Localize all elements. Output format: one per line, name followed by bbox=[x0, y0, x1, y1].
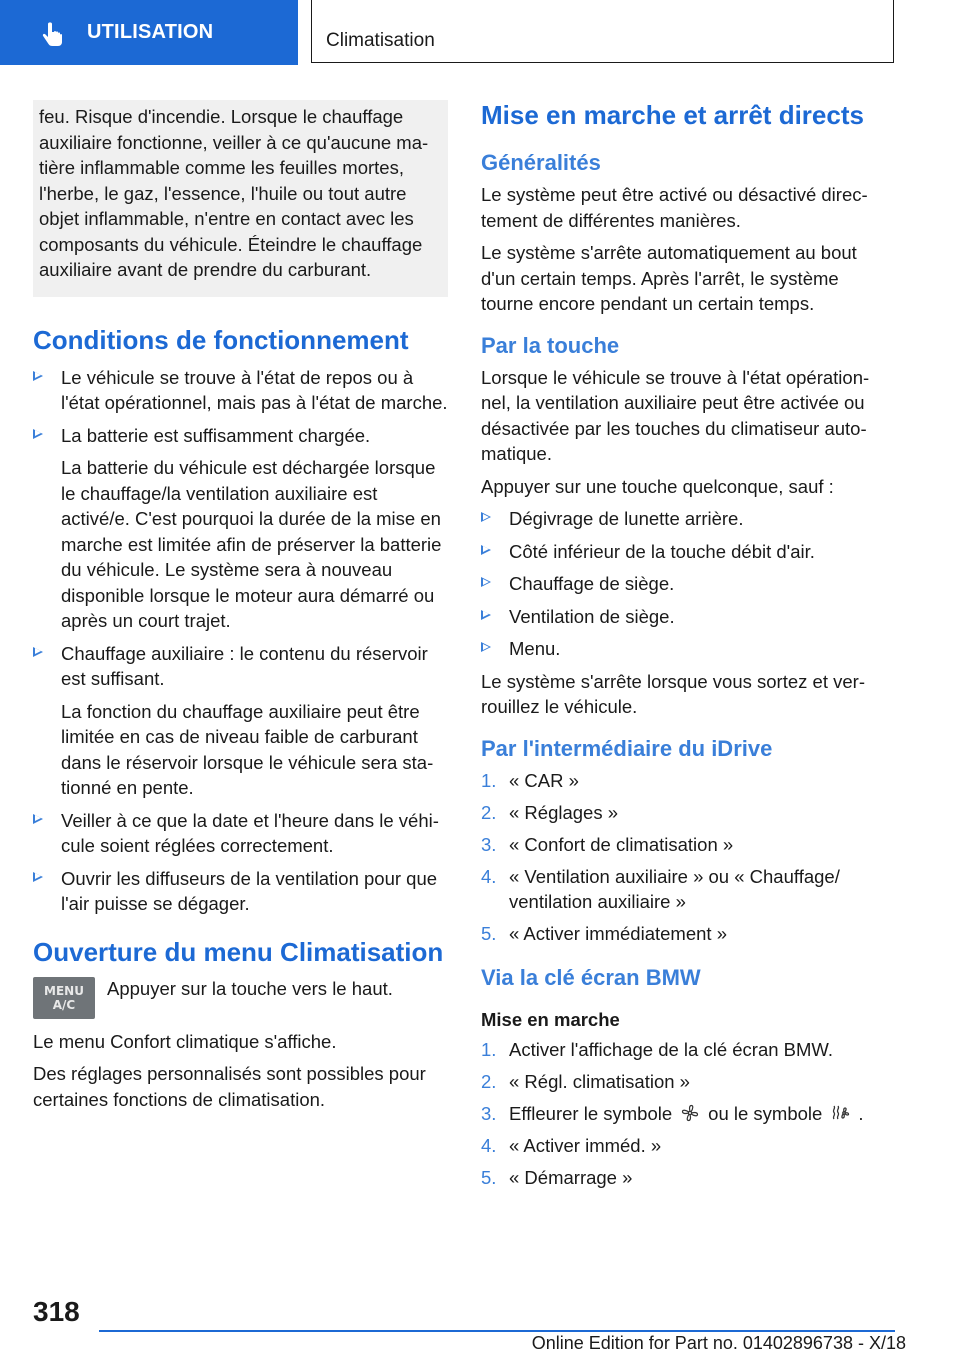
list-item: Ouvrir les diffuseurs de la ventilation pour que l'air puisse se dégager. bbox=[33, 866, 448, 917]
list-item: Le véhicule se trouve à l'état de repos ou à l'état opérationnel, mais pas à l'état de marche. bbox=[33, 365, 448, 416]
list-item: Veiller à ce que la date et l'heure dans le véhicule soient réglées correctement. bbox=[33, 808, 448, 859]
heating-ventilation-icon bbox=[830, 1103, 850, 1123]
page-number: 318 bbox=[33, 1296, 80, 1327]
left-column bbox=[33, 100, 448, 1119]
right-column bbox=[481, 98, 886, 1197]
list-item: Chauffage auxiliaire : le contenu du réservoir est suffisant. La fonction du chauffage auxiliaire peut être limitée en cas de niveau faible de carburant dans le réservoir lorsque le véhicule sera stationné en pente. bbox=[33, 641, 448, 801]
idrive-steps bbox=[481, 768, 886, 947]
list-item: 4. « Activer imméd. » bbox=[481, 1134, 662, 1156]
list-item: 5. « Démarrage » bbox=[481, 1166, 633, 1188]
list-item: 3. « Confort de climatisation » bbox=[481, 833, 734, 855]
paragraph: Le système s'arrête lorsque vous sortez et verrouillez le véhicule. bbox=[481, 670, 865, 717]
paragraph: Le menu Confort climatique s'affiche. bbox=[33, 1030, 337, 1052]
button-heading: Par la touche bbox=[481, 332, 620, 358]
list-item: 2. « Régl. climatisation » bbox=[481, 1070, 690, 1092]
hand-pointer-icon bbox=[38, 20, 68, 50]
list-item: 3. Effleurer le symbole ou le symbole . bbox=[481, 1102, 864, 1124]
list-item: Chauffage de siège. bbox=[481, 571, 886, 597]
key-steps bbox=[481, 1037, 886, 1191]
triangle-bullet-icon bbox=[481, 642, 491, 652]
idrive-heading: Par l'intermédiaire du iDrive bbox=[481, 735, 773, 761]
list-item: 2. « Réglages » bbox=[481, 801, 619, 823]
triangle-bullet-icon bbox=[481, 610, 491, 620]
list-item-detail: La fonction du chauffage auxiliaire peut être limitée en cas de niveau faible de carburant dans le réservoir lorsque le véhicule sera stationné en pente. bbox=[61, 700, 434, 798]
list-item: 1. « CAR » bbox=[481, 769, 579, 791]
paragraph: Appuyer sur une touche quelconque, sauf : bbox=[481, 475, 834, 497]
triangle-bullet-icon bbox=[481, 577, 491, 587]
general-heading: Généralités bbox=[481, 150, 601, 175]
direct-switching-heading: Mise en marche et arrêt directs bbox=[481, 100, 864, 130]
menu-heading: Ouverture du menu Climatisation bbox=[33, 936, 444, 967]
list-item: Ventilation de siège. bbox=[481, 604, 886, 630]
switch-on-subheading: Mise en marche bbox=[481, 1008, 620, 1030]
triangle-bullet-icon bbox=[33, 647, 43, 657]
list-item: 4. « Ventilation auxiliaire » ou « Chauffage/ ventilation auxiliaire » bbox=[481, 865, 840, 912]
conditions-list bbox=[33, 365, 448, 917]
section-title: UTILISATION bbox=[87, 21, 214, 43]
triangle-bullet-icon bbox=[33, 429, 43, 439]
warning-box: feu. Risque d'incendie. Lorsque le chauffage auxiliaire fonctionne, veiller à ce qu'aucune matière inflammable comme les feuilles mortes, l'herbe, le gaz, l'essence, l'huile ou tout autre objet inflammable, n'entre en contact avec les composants du véhicule. Éteindre le chauffage auxiliaire avant de prendre du carburant. bbox=[33, 100, 448, 297]
list-item-detail: La batterie du véhicule est déchargée lorsque le chauffage/la ventilation auxiliaire est activé/e. C'est pourquoi la durée de la mise en marche est limitée afin de préserver la batterie du véhicule. Le système sera à nouveau disponible lorsque le moteur aura démarré ou après un court trajet. bbox=[61, 457, 442, 631]
menu-instruction: Appuyer sur la touche vers le haut. bbox=[107, 977, 393, 999]
list-item: 5. « Activer immédiatement » bbox=[481, 923, 727, 944]
triangle-bullet-icon bbox=[481, 545, 491, 555]
triangle-bullet-icon bbox=[33, 814, 43, 824]
conditions-heading: Conditions de fonctionnement bbox=[33, 324, 409, 355]
edition-note: Online Edition for Part no. 01402896738 - X/18 bbox=[531, 1333, 906, 1353]
menu-instruction-row bbox=[33, 977, 448, 1019]
paragraph: Le système s'arrête automatiquement au bout d'un certain temps. Après l'arrêt, le système tourne encore pendant un certain temps. bbox=[481, 242, 857, 314]
exceptions-list bbox=[481, 506, 886, 662]
chapter-title: Climatisation bbox=[326, 30, 435, 51]
list-item: Côté inférieur de la touche débit d'air. bbox=[481, 539, 886, 565]
triangle-bullet-icon bbox=[481, 512, 491, 522]
list-item: Dégivrage de lunette arrière. bbox=[481, 506, 886, 532]
triangle-bullet-icon bbox=[33, 872, 43, 882]
key-heading: Via la clé écran BMW bbox=[481, 964, 701, 990]
triangle-bullet-icon bbox=[33, 371, 43, 381]
list-item: Menu. bbox=[481, 636, 886, 662]
footer-divider bbox=[99, 1330, 895, 1332]
fan-icon bbox=[680, 1103, 700, 1123]
paragraph: Lorsque le véhicule se trouve à l'état opérationnel, la ventilation auxiliaire peut être activée ou désactivée par les touches du climatiseur automatique. bbox=[481, 366, 870, 464]
paragraph: Le système peut être activé ou désactivé directement de différentes manières. bbox=[481, 184, 868, 231]
menu-ac-button-icon: MENU A/C bbox=[33, 977, 95, 1019]
list-item: 1. Activer l'affichage de la clé écran BMW. bbox=[481, 1038, 834, 1060]
list-item: La batterie est suffisamment chargée. La batterie du véhicule est déchargée lorsque le chauffage/la ventilation auxiliaire est activé/e. C'est pourquoi la durée de la mise en marche est limitée afin de préserver la batterie du véhicule. Le système sera à nouveau disponible lorsque le moteur aura démarré ou après un court trajet. bbox=[33, 423, 448, 634]
section-tab bbox=[0, 0, 298, 65]
paragraph: Des réglages personnalisés sont possibles pour certaines fonctions de climatisation. bbox=[33, 1063, 426, 1110]
